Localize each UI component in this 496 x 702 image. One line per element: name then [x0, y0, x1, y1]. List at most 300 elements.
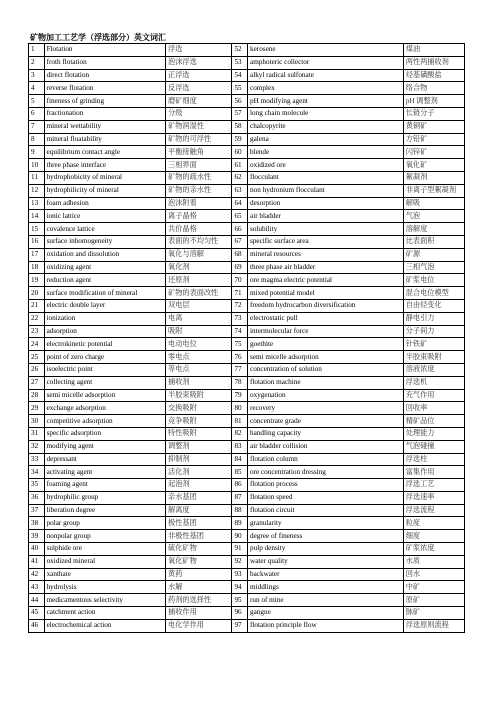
table-row: [29, 427, 465, 440]
english-term: electrochemical action: [44, 619, 165, 632]
term-number: 42: [29, 568, 45, 581]
chinese-term: 比表面积: [403, 235, 464, 248]
chinese-term: 黄铜矿: [403, 120, 464, 133]
table-row: [29, 223, 465, 236]
english-term: flotation principle flow: [248, 619, 404, 632]
english-term: chalcopyrite: [248, 120, 404, 133]
english-term: point of zero charge: [44, 351, 165, 364]
chinese-term: 烃基磺酸盐: [403, 69, 464, 82]
english-term: exchange adsorption: [44, 402, 165, 415]
english-term: oxidizing agent: [44, 261, 165, 274]
chinese-term: 电化学作用: [166, 619, 232, 632]
term-number: 2: [29, 56, 45, 69]
term-number: 14: [29, 210, 45, 223]
english-term: non hydronium flocculant: [248, 184, 404, 197]
table-row: [29, 440, 465, 453]
term-number: 67: [232, 235, 248, 248]
term-number: 12: [29, 184, 45, 197]
table-row: [29, 95, 465, 108]
term-number: 18: [29, 261, 45, 274]
chinese-term: 半胶束吸附: [403, 351, 464, 364]
table-row: [29, 504, 465, 517]
english-term: froth flotation: [44, 56, 165, 69]
chinese-term: 还原剂: [166, 274, 232, 287]
table-row: [29, 415, 465, 428]
english-term: reverse flotation: [44, 82, 165, 95]
table-row: [29, 607, 465, 620]
term-number: 61: [232, 159, 248, 172]
chinese-term: 两性两捕收剂: [403, 56, 464, 69]
term-number: 75: [232, 338, 248, 351]
chinese-term: 煤油: [403, 44, 464, 57]
term-number: 59: [232, 133, 248, 146]
english-term: catchment action: [44, 607, 165, 620]
english-term: flocculant: [248, 171, 404, 184]
chinese-term: 分级: [166, 107, 232, 120]
term-number: 55: [232, 82, 248, 95]
chinese-term: 浮选工艺: [403, 479, 464, 492]
chinese-term: 捕收作用: [166, 607, 232, 620]
chinese-term: 矿物的可浮性: [166, 133, 232, 146]
table-row: [29, 402, 465, 415]
english-term: mineral floatability: [44, 133, 165, 146]
english-term: foam adhesion: [44, 197, 165, 210]
english-term: collecting agent: [44, 376, 165, 389]
english-term: flotation process: [248, 479, 404, 492]
term-number: 17: [29, 248, 45, 261]
term-number: 38: [29, 517, 45, 530]
english-term: hydrophobicity of mineral: [44, 171, 165, 184]
term-number: 82: [232, 427, 248, 440]
term-number: 93: [232, 568, 248, 581]
term-number: 43: [29, 581, 45, 594]
english-term: pH modifying agent: [248, 95, 404, 108]
term-number: 28: [29, 389, 45, 402]
english-term: backwater: [248, 568, 404, 581]
table-row: [29, 568, 465, 581]
term-number: 62: [232, 171, 248, 184]
vocabulary-table: [28, 43, 465, 633]
chinese-term: 活化剂: [166, 466, 232, 479]
term-number: 73: [232, 312, 248, 325]
chinese-term: 浮选流程: [403, 504, 464, 517]
english-term: hydrophilicity of mineral: [44, 184, 165, 197]
chinese-term: 平衡接触角: [166, 146, 232, 159]
term-number: 72: [232, 299, 248, 312]
term-number: 56: [232, 95, 248, 108]
chinese-term: 气泡: [403, 210, 464, 223]
chinese-term: 浮选柱: [403, 453, 464, 466]
chinese-term: 脉矿: [403, 607, 464, 620]
english-term: xanthate: [44, 568, 165, 581]
chinese-term: 表面的不均匀性: [166, 235, 232, 248]
term-number: 86: [232, 479, 248, 492]
table-row: [29, 159, 465, 172]
english-term: depressant: [44, 453, 165, 466]
chinese-term: 混合电位模型: [403, 287, 464, 300]
table-row: [29, 146, 465, 159]
table-row: [29, 120, 465, 133]
chinese-term: 三相气泡: [403, 261, 464, 274]
chinese-term: 共价晶格: [166, 223, 232, 236]
term-number: 20: [29, 287, 45, 300]
term-number: 69: [232, 261, 248, 274]
term-number: 80: [232, 402, 248, 415]
english-term: ionic lattice: [44, 210, 165, 223]
chinese-term: 矿源: [403, 248, 464, 261]
table-row: [29, 274, 465, 287]
term-number: 91: [232, 543, 248, 556]
chinese-term: 离子晶格: [166, 210, 232, 223]
term-number: 15: [29, 223, 45, 236]
english-term: competitive adsorption: [44, 415, 165, 428]
english-term: recovery: [248, 402, 404, 415]
table-row: [29, 197, 465, 210]
chinese-term: 氧化矿: [403, 159, 464, 172]
term-number: 19: [29, 274, 45, 287]
term-number: 41: [29, 555, 45, 568]
chinese-term: 亲水基团: [166, 491, 232, 504]
chinese-term: 回收率: [403, 402, 464, 415]
chinese-term: 长链分子: [403, 107, 464, 120]
term-number: 22: [29, 312, 45, 325]
english-term: oxidized mineral: [44, 555, 165, 568]
table-row: [29, 56, 465, 69]
term-number: 57: [232, 107, 248, 120]
english-term: electrostatic pull: [248, 312, 404, 325]
english-term: surface modification of mineral: [44, 287, 165, 300]
term-number: 64: [232, 197, 248, 210]
chinese-term: 气泡碰撞: [403, 440, 464, 453]
chinese-term: 起泡剂: [166, 479, 232, 492]
english-term: hydrophilic group: [44, 491, 165, 504]
english-term: pulp density: [248, 543, 404, 556]
english-term: oxidation and dissolution: [44, 248, 165, 261]
english-term: electrokinetic potential: [44, 338, 165, 351]
page-title: 矿物加工工艺学（浮选部分）英文词汇: [30, 33, 166, 42]
term-number: 63: [232, 184, 248, 197]
table-row: [29, 466, 465, 479]
english-term: modifying agent: [44, 440, 165, 453]
term-number: 21: [29, 299, 45, 312]
term-number: 85: [232, 466, 248, 479]
chinese-term: 处理能力: [403, 427, 464, 440]
chinese-term: 静电引力: [403, 312, 464, 325]
chinese-term: 矿浆浓度: [403, 543, 464, 556]
table-row: [29, 325, 465, 338]
english-term: polar group: [44, 517, 165, 530]
english-term: concentrate grade: [248, 415, 404, 428]
term-number: 97: [232, 619, 248, 632]
table-row: [29, 133, 465, 146]
chinese-term: 磨矿细度: [166, 95, 232, 108]
table-row: [29, 261, 465, 274]
chinese-term: 闪锌矿: [403, 146, 464, 159]
english-term: medicamentous selectivity: [44, 594, 165, 607]
english-term: flotation column: [248, 453, 404, 466]
term-number: 3: [29, 69, 45, 82]
table-row: [29, 491, 465, 504]
term-number: 39: [29, 530, 45, 543]
chinese-term: 浮选机: [403, 376, 464, 389]
term-number: 44: [29, 594, 45, 607]
english-term: desorption: [248, 197, 404, 210]
english-term: three phase air bladder: [248, 261, 404, 274]
term-number: 16: [29, 235, 45, 248]
term-number: 27: [29, 376, 45, 389]
term-number: 74: [232, 325, 248, 338]
table-row: [29, 619, 465, 632]
table-row: [29, 44, 465, 57]
english-term: air bladder collision: [248, 440, 404, 453]
table-row: [29, 171, 465, 184]
english-term: degree of fineness: [248, 530, 404, 543]
english-term: galena: [248, 133, 404, 146]
chinese-term: 特性吸附: [166, 427, 232, 440]
chinese-term: 精矿品位: [403, 415, 464, 428]
term-number: 34: [29, 466, 45, 479]
english-term: ore magma electric potential: [248, 274, 404, 287]
english-term: oxidized ore: [248, 159, 404, 172]
chinese-term: 半胶束吸附: [166, 389, 232, 402]
english-term: specific surface area: [248, 235, 404, 248]
term-number: 78: [232, 376, 248, 389]
term-number: 36: [29, 491, 45, 504]
chinese-term: 双电层: [166, 299, 232, 312]
chinese-term: 泡沫浮选: [166, 56, 232, 69]
english-term: solubility: [248, 223, 404, 236]
english-term: adsorption: [44, 325, 165, 338]
chinese-term: 絮凝剂: [403, 171, 464, 184]
term-number: 96: [232, 607, 248, 620]
term-number: 90: [232, 530, 248, 543]
term-number: 5: [29, 95, 45, 108]
chinese-term: 药剂的选择性: [166, 594, 232, 607]
english-term: handling capacity: [248, 427, 404, 440]
table-row: [29, 363, 465, 376]
table-row: [29, 376, 465, 389]
english-term: nonpolar group: [44, 530, 165, 543]
english-term: electric double layer: [44, 299, 165, 312]
english-term: ore concentration dressing: [248, 466, 404, 479]
english-term: blende: [248, 146, 404, 159]
english-term: sulphide ore: [44, 543, 165, 556]
chinese-term: 正浮选: [166, 69, 232, 82]
term-number: 94: [232, 581, 248, 594]
chinese-term: 矿物的表面改性: [166, 287, 232, 300]
table-row: [29, 184, 465, 197]
english-term: flotation machine: [248, 376, 404, 389]
english-term: oxygenation: [248, 389, 404, 402]
table-row: [29, 594, 465, 607]
term-number: 30: [29, 415, 45, 428]
term-number: 1: [29, 44, 45, 57]
chinese-term: 三相界面: [166, 159, 232, 172]
chinese-term: 调整剂: [166, 440, 232, 453]
term-number: 9: [29, 146, 45, 159]
term-number: 53: [232, 56, 248, 69]
term-number: 65: [232, 210, 248, 223]
english-term: mixed potential model: [248, 287, 404, 300]
english-term: long chain molecule: [248, 107, 404, 120]
english-term: granularity: [248, 517, 404, 530]
chinese-term: 水质: [403, 555, 464, 568]
english-term: semi micelle adsorption: [248, 351, 404, 364]
english-term: activating agent: [44, 466, 165, 479]
table-row: [29, 389, 465, 402]
term-number: 70: [232, 274, 248, 287]
english-term: specific adsorption: [44, 427, 165, 440]
chinese-term: 分子间力: [403, 325, 464, 338]
english-term: amphoteric collector: [248, 56, 404, 69]
english-term: reduction agent: [44, 274, 165, 287]
chinese-term: 浮选: [166, 44, 232, 57]
chinese-term: 自由烃变化: [403, 299, 464, 312]
table-row: [29, 248, 465, 261]
chinese-term: 竞争吸附: [166, 415, 232, 428]
chinese-term: 吸附: [166, 325, 232, 338]
english-term: direct flotation: [44, 69, 165, 82]
chinese-term: 原矿: [403, 594, 464, 607]
chinese-term: 解吸: [403, 197, 464, 210]
term-number: 92: [232, 555, 248, 568]
term-number: 35: [29, 479, 45, 492]
english-term: concentration of solution: [248, 363, 404, 376]
english-term: air bladder: [248, 210, 404, 223]
english-term: foaming agent: [44, 479, 165, 492]
term-number: 6: [29, 107, 45, 120]
term-number: 11: [29, 171, 45, 184]
term-number: 10: [29, 159, 45, 172]
term-number: 58: [232, 120, 248, 133]
english-term: complex: [248, 82, 404, 95]
term-number: 84: [232, 453, 248, 466]
english-term: water quality: [248, 555, 404, 568]
chinese-term: 氧化剂: [166, 261, 232, 274]
english-term: kerosene: [248, 44, 404, 57]
term-number: 81: [232, 415, 248, 428]
term-number: 24: [29, 338, 45, 351]
english-term: run of mine: [248, 594, 404, 607]
english-term: covalence lattice: [44, 223, 165, 236]
term-number: 68: [232, 248, 248, 261]
chinese-term: 非极性基团: [166, 530, 232, 543]
term-number: 7: [29, 120, 45, 133]
english-term: goethite: [248, 338, 404, 351]
table-row: [29, 479, 465, 492]
term-number: 87: [232, 491, 248, 504]
chinese-term: 细度: [403, 530, 464, 543]
term-number: 25: [29, 351, 45, 364]
chinese-term: 泡沫附着: [166, 197, 232, 210]
chinese-term: pH 调整剂: [403, 95, 464, 108]
chinese-term: 络合物: [403, 82, 464, 95]
english-term: gangue: [248, 607, 404, 620]
term-number: 54: [232, 69, 248, 82]
chinese-term: 极性基团: [166, 517, 232, 530]
term-number: 60: [232, 146, 248, 159]
table-row: [29, 543, 465, 556]
table-row: [29, 530, 465, 543]
chinese-term: 捕收剂: [166, 376, 232, 389]
english-term: fractionation: [44, 107, 165, 120]
chinese-term: 反浮选: [166, 82, 232, 95]
english-term: mineral wettability: [44, 120, 165, 133]
english-term: hydrolysis: [44, 581, 165, 594]
term-number: 52: [232, 44, 248, 57]
term-number: 83: [232, 440, 248, 453]
english-term: alkyl radical sulfonate: [248, 69, 404, 82]
chinese-term: 粒度: [403, 517, 464, 530]
english-term: flotation circuit: [248, 504, 404, 517]
term-number: 13: [29, 197, 45, 210]
chinese-term: 中矿: [403, 581, 464, 594]
chinese-term: 溶解度: [403, 223, 464, 236]
english-term: fineness of grinding: [44, 95, 165, 108]
term-number: 89: [232, 517, 248, 530]
english-term: surface inhomogeneity: [44, 235, 165, 248]
chinese-term: 氧化与溶解: [166, 248, 232, 261]
english-term: liberation degree: [44, 504, 165, 517]
chinese-term: 矿物润湿性: [166, 120, 232, 133]
term-number: 45: [29, 607, 45, 620]
english-term: freedom hydrocarbon diversification: [248, 299, 404, 312]
english-term: intermolecular force: [248, 325, 404, 338]
table-row: [29, 82, 465, 95]
chinese-term: 溶液浓度: [403, 363, 464, 376]
table-row: [29, 581, 465, 594]
english-term: ionization: [44, 312, 165, 325]
term-number: 88: [232, 504, 248, 517]
table-row: [29, 517, 465, 530]
english-term: equilibrium contact angle: [44, 146, 165, 159]
chinese-term: 等电点: [166, 363, 232, 376]
english-term: semi micelle adsorption: [44, 389, 165, 402]
term-number: 33: [29, 453, 45, 466]
chinese-term: 解离度: [166, 504, 232, 517]
table-row: [29, 235, 465, 248]
term-number: 66: [232, 223, 248, 236]
term-number: 71: [232, 287, 248, 300]
chinese-term: 交换吸附: [166, 402, 232, 415]
term-number: 4: [29, 82, 45, 95]
table-row: [29, 107, 465, 120]
term-number: 40: [29, 543, 45, 556]
table-row: [29, 555, 465, 568]
english-term: middlings: [248, 581, 404, 594]
term-number: 26: [29, 363, 45, 376]
term-number: 8: [29, 133, 45, 146]
chinese-term: 电动电位: [166, 338, 232, 351]
term-number: 95: [232, 594, 248, 607]
english-term: isoelectric point: [44, 363, 165, 376]
chinese-term: 非离子型絮凝剂: [403, 184, 464, 197]
chinese-term: 充气作用: [403, 389, 464, 402]
table-row: [29, 287, 465, 300]
term-number: 46: [29, 619, 45, 632]
chinese-term: 硫化矿物: [166, 543, 232, 556]
chinese-term: 电离: [166, 312, 232, 325]
term-number: 31: [29, 427, 45, 440]
table-row: [29, 210, 465, 223]
chinese-term: 浮选速率: [403, 491, 464, 504]
chinese-term: 零电点: [166, 351, 232, 364]
term-number: 76: [232, 351, 248, 364]
table-row: [29, 312, 465, 325]
vocabulary-table-body: [29, 44, 465, 633]
table-row: [29, 338, 465, 351]
english-term: Flotation: [44, 44, 165, 57]
